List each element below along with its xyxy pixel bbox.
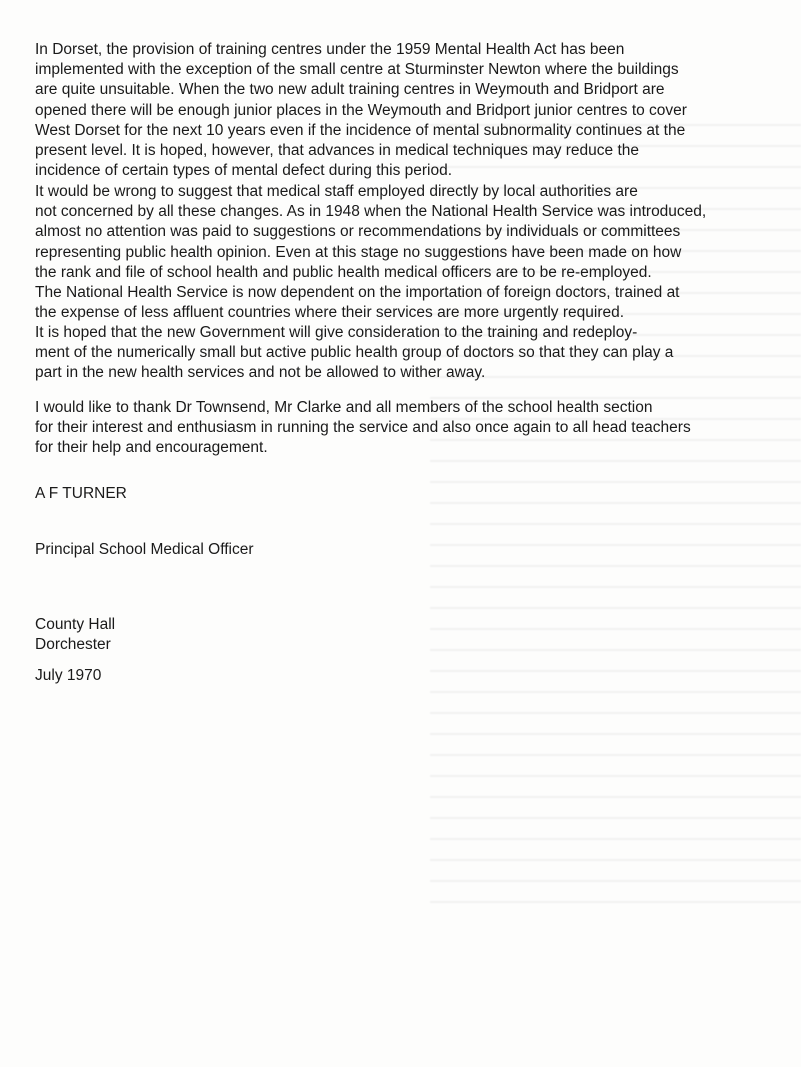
- text-line: for their interest and enthusiasm in running the service and also once again to all head teachers: [35, 419, 691, 437]
- document-date: July 1970: [35, 667, 102, 684]
- text-line: the expense of less affluent countries where their services are more urgently required.: [35, 304, 625, 322]
- text-line: It would be wrong to suggest that medical staff employed directly by local authorities are: [35, 183, 638, 200]
- text-line: not concerned by all these changes. As in 1948 when the National Health Service was introduced,: [35, 203, 707, 221]
- signatory-title: Principal School Medical Officer: [35, 541, 254, 558]
- text-line: for their help and encouragement.: [35, 439, 268, 457]
- text-line: almost no attention was paid to suggestions or recommendations by individuals or committees: [35, 223, 681, 241]
- signatory-name: A F TURNER: [35, 485, 127, 502]
- signatory-address: [35, 615, 115, 655]
- text-line: incidence of certain types of mental defect during this period.: [35, 162, 453, 180]
- text-line: the rank and file of school health and public health medical officers are to be re-employed.: [35, 263, 652, 281]
- text-line: ment of the numerically small but active public health group of doctors so that they can play a: [35, 344, 674, 362]
- text-line: present level. It is hoped, however, that advances in medical techniques may reduce the: [35, 142, 639, 160]
- address-line: County Hall: [35, 616, 116, 633]
- paragraph-medical-staff: [35, 182, 706, 323]
- text-line: It is hoped that the new Government will give consideration to the training and redeploy-: [35, 324, 638, 341]
- text-line: opened there will be enough junior places in the Weymouth and Bridport junior centres to cover: [35, 101, 687, 119]
- address-line: Dorchester: [35, 636, 111, 653]
- paragraph-new-government: [35, 323, 673, 384]
- text-line: I would like to thank Dr Townsend, Mr Clarke and all members of the school health section: [35, 399, 653, 416]
- text-line: part in the new health services and not be allowed to wither away.: [35, 364, 486, 382]
- text-line: West Dorset for the next 10 years even if the incidence of mental subnormality continues at the: [35, 121, 686, 139]
- text-line: In Dorset, the provision of training centres under the 1959 Mental Health Act has been: [35, 41, 625, 58]
- text-line: are quite unsuitable. When the two new adult training centres in Weymouth and Bridport are: [35, 81, 665, 99]
- text-line: representing public health opinion. Even at this stage no suggestions have been made on how: [35, 243, 682, 261]
- paragraph-training-centres: [35, 40, 687, 181]
- text-line: implemented with the exception of the small centre at Sturminster Newton where the buildings: [35, 61, 679, 79]
- text-line: The National Health Service is now dependent on the importation of foreign doctors, trained at: [35, 284, 680, 302]
- paragraph-acknowledgements: [35, 398, 691, 459]
